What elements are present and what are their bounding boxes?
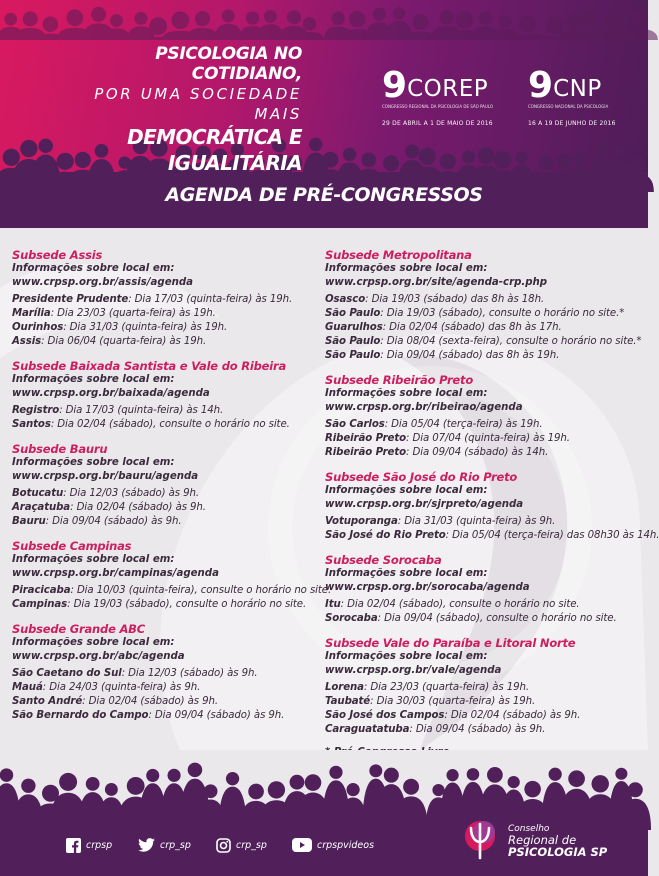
agenda-entry	[12, 709, 312, 723]
entry-city: Votuporanga	[325, 516, 398, 527]
youtube-icon	[292, 838, 312, 852]
cnp-date: 16 A 19 DE JUNHO DE 2016	[528, 120, 616, 127]
entry-city: São Paulo	[325, 308, 381, 319]
entry-details: : Dia 02/04 (sábado) das 8h às 17h.	[382, 322, 562, 333]
entry-city: Taubaté	[325, 696, 371, 707]
twitter-link[interactable]	[138, 838, 191, 852]
corep-date: 29 DE ABRIL A 1 DE MAIO DE 2016	[382, 120, 493, 127]
entry-details: : Dia 06/04 (quarta-feira) às 19h.	[41, 336, 207, 347]
entry-details: : Dia 05/04 (terça-feira) às 19h.	[384, 419, 543, 430]
agenda-content	[0, 228, 659, 750]
header-banner	[0, 0, 648, 228]
cnp-name: CNP	[553, 76, 602, 102]
agenda-entry	[12, 695, 312, 709]
agenda-entry	[12, 681, 312, 695]
corep-number: 9	[382, 65, 408, 106]
entry-city: Registro	[12, 405, 60, 416]
agenda-entry	[325, 321, 645, 335]
entry-details: : Dia 07/04 (quinta-feira) às 19h.	[406, 433, 570, 444]
section-info-label: Informações sobre local em:	[325, 568, 488, 579]
section-info-label: Informações sobre local em:	[12, 374, 175, 385]
section-info-label: Informações sobre local em:	[325, 263, 488, 274]
entry-details: : Dia 19/03 (sábado) das 8h às 18h.	[365, 294, 545, 305]
agenda-entry	[325, 612, 645, 626]
entry-city: Araçatuba	[12, 502, 71, 513]
entry-city: Ribeirão Preto	[325, 447, 407, 458]
agenda-entry	[325, 695, 645, 709]
section-title: Subsede São José do Rio Preto	[325, 470, 518, 484]
entry-city: Marília	[12, 308, 51, 319]
agenda-entry	[325, 515, 645, 529]
agenda-entry	[325, 529, 659, 543]
agenda-entry	[12, 293, 312, 307]
section-url: www.crpsp.org.br/baixada/agenda	[12, 387, 210, 399]
entry-city: Sorocaba	[325, 613, 378, 624]
agenda-entry	[325, 335, 645, 349]
agenda-entry	[12, 598, 312, 612]
agenda-entry	[325, 418, 645, 432]
entry-details: : Dia 17/03 (quinta-feira) às 14h.	[59, 405, 224, 416]
entry-city: Presidente Prudente	[12, 294, 129, 305]
section-url: www.crpsp.org.br/sjrpreto/agenda	[325, 498, 524, 510]
entry-city: Ribeirão Preto	[325, 433, 407, 444]
entry-details: : Dia 24/03 (quinta-feira) às 9h.	[42, 682, 201, 693]
entry-city: São José do Rio Preto	[325, 530, 446, 541]
crowd-silhouette-top	[0, 0, 648, 40]
agenda-entry	[12, 307, 312, 321]
agenda-entry	[12, 321, 312, 335]
entry-city: São Paulo	[325, 336, 381, 347]
entry-city: Santo André	[12, 696, 83, 707]
section-title: Subsede Ribeirão Preto	[325, 373, 474, 387]
section-url: www.crpsp.org.br/campinas/agenda	[12, 567, 219, 579]
crp-logo-line-3: PSICOLOGIA SP	[508, 845, 608, 859]
youtube-handle: crpspvideos	[317, 839, 375, 851]
entry-city: Campinas	[12, 599, 68, 610]
agenda-entry	[325, 681, 645, 695]
entry-city: Itu	[325, 599, 341, 610]
entry-city: São José dos Campos	[325, 710, 445, 721]
agenda-section	[12, 442, 312, 529]
agenda-entry	[325, 349, 645, 363]
agenda-section	[325, 553, 645, 626]
section-title: Subsede Assis	[12, 248, 103, 262]
entry-city: Caraguatatuba	[325, 724, 410, 735]
agenda-title: AGENDA DE PRÉ-CONGRESSOS	[165, 184, 483, 206]
facebook-handle: crpsp	[86, 840, 113, 851]
entry-details: : Dia 23/03 (quarta-feira) às 19h.	[50, 308, 216, 319]
cnp-number: 9	[528, 65, 554, 106]
agenda-entry	[325, 723, 645, 737]
agenda-entry	[325, 446, 645, 460]
entry-details: : Dia 02/04 (sábado), consulte o horário no site.	[340, 599, 580, 610]
section-info-label: Informações sobre local em:	[12, 263, 175, 274]
slogan-line-1: PSICOLOGIA NO COTIDIANO,	[155, 44, 302, 84]
instagram-icon	[216, 838, 231, 853]
entry-details: : Dia 09/04 (sábado), consulte o horário no site.	[377, 613, 617, 624]
entry-details: : Dia 31/03 (quinta-feira) às 19h.	[63, 322, 228, 333]
instagram-handle: crp_sp	[236, 840, 267, 851]
entry-details: : Dia 12/03 (sábado) às 9h.	[63, 488, 199, 499]
entry-city: Assis	[12, 336, 42, 347]
section-info-label: Informações sobre local em:	[12, 457, 175, 468]
entry-city: Bauru	[12, 516, 46, 527]
section-url: www.crpsp.org.br/abc/agenda	[12, 650, 185, 662]
crp-logo-line-2: Regional de	[508, 833, 577, 847]
agenda-entry	[12, 404, 312, 418]
section-title: Subsede Grande ABC	[12, 622, 145, 636]
entry-details: : Dia 02/04 (sábado) às 9h.	[70, 502, 206, 513]
section-info-label: Informações sobre local em:	[12, 554, 175, 565]
agenda-section	[12, 622, 312, 723]
agenda-entry	[12, 335, 312, 349]
entry-city: Piracicaba	[12, 585, 71, 596]
entry-details: : Dia 31/03 (quinta-feira) às 9h.	[397, 516, 556, 527]
agenda-entry	[325, 432, 645, 446]
agenda-entry	[12, 418, 312, 432]
entry-details: : Dia 05/04 (terça-feira) das 08h30 às 14h.	[445, 530, 659, 541]
entry-details: : Dia 30/03 (quarta-feira) às 19h.	[370, 696, 536, 707]
agenda-entry	[12, 667, 312, 681]
section-title: Subsede Sorocaba	[325, 553, 442, 567]
section-title: Subsede Vale do Paraíba e Litoral Norte	[325, 636, 576, 650]
agenda-entry	[325, 598, 645, 612]
slogan-line-3: DEMOCRÁTICA E IGUALITÁRIA	[127, 125, 302, 175]
agenda-section	[325, 373, 645, 460]
facebook-link[interactable]	[66, 838, 112, 853]
psi-emblem-icon	[462, 818, 498, 862]
entry-details: : Dia 09/04 (sábado) das 8h às 19h.	[380, 350, 560, 361]
agenda-column-right	[325, 248, 659, 758]
entry-details: : Dia 23/03 (quarta-feira) às 19h.	[363, 682, 529, 693]
section-url: www.crpsp.org.br/assis/agenda	[12, 276, 194, 288]
twitter-icon	[138, 838, 155, 852]
agenda-entry	[12, 501, 312, 515]
entry-details: : Dia 09/04 (sábado) às 9h.	[409, 724, 546, 735]
twitter-handle: crp_sp	[160, 839, 191, 851]
section-title: Subsede Campinas	[12, 539, 132, 553]
section-url: www.crpsp.org.br/sorocaba/agenda	[325, 581, 530, 593]
section-info-label: Informações sobre local em:	[325, 485, 488, 496]
youtube-link[interactable]	[292, 838, 374, 852]
slogan-line-2: POR UMA SOCIEDADE MAIS	[94, 85, 302, 123]
entry-details: : Dia 09/04 (sábado) às 9h.	[148, 710, 285, 721]
cnp-subtitle: CONGRESSO NACIONAL DA PSICOLOGIA	[528, 104, 609, 109]
entry-details: : Dia 09/04 (sábado) às 9h.	[45, 516, 182, 527]
entry-details: : Dia 19/03 (sábado), consulte o horário no site.*	[380, 308, 625, 319]
crp-logo-line-1: Conselho	[508, 824, 550, 834]
entry-city: São Bernardo do Campo	[12, 710, 149, 721]
entry-details: : Dia 19/03 (sábado), consulte o horário no site.	[67, 599, 307, 610]
entry-city: Lorena	[325, 682, 364, 693]
crp-logo	[462, 818, 612, 862]
cnp-logo	[528, 65, 618, 127]
agenda-entry	[325, 293, 645, 307]
corep-logo	[382, 65, 502, 127]
slogan	[40, 44, 302, 176]
entry-city: Guarulhos	[325, 322, 383, 333]
agenda-entry	[325, 709, 645, 723]
section-info-label: Informações sobre local em:	[325, 388, 488, 399]
agenda-section	[12, 359, 312, 432]
agenda-section	[12, 248, 312, 349]
entry-city: Santos	[12, 419, 51, 430]
entry-city: São Paulo	[325, 350, 381, 361]
section-info-label: Informações sobre local em:	[12, 637, 175, 648]
section-title: Subsede Metropolitana	[325, 248, 472, 262]
section-title: Subsede Bauru	[12, 442, 108, 456]
agenda-entry	[12, 487, 312, 501]
agenda-section	[12, 539, 332, 612]
corep-subtitle: CONGRESSO REGIONAL DA PSICOLOGIA DE SÃO PAULO	[382, 104, 494, 109]
entry-details: : Dia 02/04 (sábado), consulte o horário no site.	[50, 419, 290, 430]
agenda-section	[325, 248, 645, 363]
section-title: Subsede Baixada Santista e Vale do Ribeira	[12, 359, 287, 373]
entry-city: Ourinhos	[12, 322, 64, 333]
agenda-column-left	[12, 248, 332, 733]
entry-details: : Dia 09/04 (sábado) às 14h.	[406, 447, 549, 458]
entry-city: Mauá	[12, 682, 43, 693]
facebook-icon	[66, 838, 81, 853]
entry-details: : Dia 08/04 (sexta-feira), consulte o horário no site.*	[380, 336, 642, 347]
agenda-entry	[12, 584, 332, 598]
entry-city: Botucatu	[12, 488, 64, 499]
entry-details: : Dia 12/03 (sábado) às 9h.	[121, 668, 258, 679]
entry-details: : Dia 02/04 (sábado) às 9h.	[82, 696, 218, 707]
corep-name: COREP	[407, 76, 489, 102]
agenda-section	[325, 470, 659, 543]
section-url: www.crpsp.org.br/vale/agenda	[325, 664, 502, 676]
entry-city: São Carlos	[325, 419, 385, 430]
instagram-link[interactable]	[216, 838, 267, 853]
entry-details: : Dia 02/04 (sábado) às 9h.	[444, 710, 581, 721]
section-url: www.crpsp.org.br/site/agenda-crp.php	[325, 276, 548, 288]
agenda-section	[325, 636, 645, 737]
entry-city: Osasco	[325, 294, 366, 305]
agenda-entry	[325, 307, 645, 321]
section-url: www.crpsp.org.br/ribeirao/agenda	[325, 401, 523, 413]
section-url: www.crpsp.org.br/bauru/agenda	[12, 470, 199, 482]
entry-city: São Caetano do Sul	[12, 668, 122, 679]
entry-details: : Dia 17/03 (quinta-feira) às 19h.	[128, 294, 293, 305]
agenda-entry	[12, 515, 312, 529]
section-info-label: Informações sobre local em:	[325, 651, 488, 662]
entry-details: : Dia 10/03 (quinta-feira), consulte o horário no site.	[70, 585, 332, 596]
